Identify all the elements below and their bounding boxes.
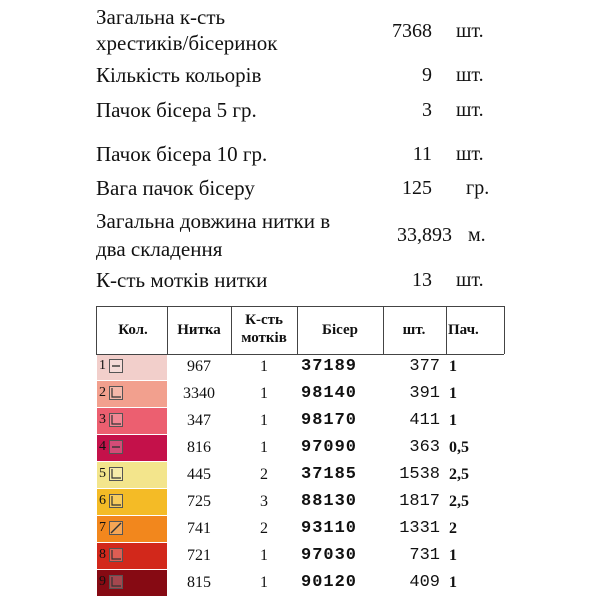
summary-value: 13 bbox=[412, 269, 432, 291]
header-bead: Бісер bbox=[322, 322, 358, 338]
bead-cell: 93110 bbox=[301, 519, 358, 538]
header-qty: шт. bbox=[402, 322, 426, 338]
summary-label: Пачок бісера 5 гр. bbox=[96, 98, 257, 122]
pack-cell: 1 bbox=[449, 547, 457, 564]
table-row bbox=[96, 435, 504, 462]
qty-cell: 391 bbox=[409, 384, 440, 403]
table-row bbox=[96, 381, 504, 408]
bead-cell: 37189 bbox=[301, 357, 358, 376]
grid-line bbox=[383, 306, 384, 354]
skeins-cell: 2 bbox=[260, 466, 268, 483]
summary-unit: гр. bbox=[466, 177, 490, 199]
color-swatch bbox=[97, 543, 167, 569]
skeins-cell: 1 bbox=[260, 439, 268, 456]
summary-value: 3 bbox=[422, 99, 432, 121]
bead-cell: 98170 bbox=[301, 411, 358, 430]
header-pack: Пач. bbox=[448, 322, 479, 338]
thread-cell: 347 bbox=[187, 412, 211, 429]
skeins-cell: 1 bbox=[260, 412, 268, 429]
table-row bbox=[96, 516, 504, 543]
summary-label: К-сть мотків нитки bbox=[96, 268, 268, 292]
color-number: 9 bbox=[99, 574, 106, 589]
header-skeins: мотків bbox=[241, 330, 287, 346]
thread-cell: 721 bbox=[187, 547, 211, 564]
color-swatch bbox=[97, 435, 167, 461]
grid-line bbox=[96, 306, 504, 307]
bead-cell: 98140 bbox=[301, 384, 358, 403]
pack-cell: 2 bbox=[449, 520, 457, 537]
color-swatch bbox=[97, 381, 167, 407]
pack-cell: 1 bbox=[449, 358, 457, 375]
summary-unit: шт. bbox=[456, 99, 484, 121]
bead-cell: 37185 bbox=[301, 465, 358, 484]
stitch-symbol-icon bbox=[109, 386, 123, 400]
stitch-symbol-icon bbox=[109, 359, 123, 373]
header-thread: Нитка bbox=[177, 322, 221, 338]
summary-label: Загальна довжина нитки в bbox=[96, 209, 331, 233]
grid-line bbox=[231, 306, 232, 354]
bead-cell: 88130 bbox=[301, 492, 358, 511]
stitch-symbol-icon bbox=[109, 521, 123, 535]
qty-cell: 363 bbox=[409, 438, 440, 457]
color-number: 7 bbox=[99, 520, 106, 535]
summary-label: два складення bbox=[96, 237, 223, 261]
color-number: 4 bbox=[99, 439, 106, 454]
summary-label: Загальна к-сть bbox=[96, 5, 226, 29]
stitch-symbol-icon bbox=[109, 494, 123, 508]
thread-cell: 741 bbox=[187, 520, 211, 537]
summary-value: 11 bbox=[412, 143, 432, 165]
thread-cell: 815 bbox=[187, 574, 211, 591]
color-swatch bbox=[97, 489, 167, 515]
color-table bbox=[96, 306, 504, 602]
color-number: 1 bbox=[99, 358, 106, 373]
summary-label: Пачок бісера 10 гр. bbox=[96, 142, 268, 166]
color-swatch bbox=[97, 570, 167, 596]
grid-line bbox=[297, 306, 298, 354]
summary-unit: шт. bbox=[456, 143, 484, 165]
table-row bbox=[96, 408, 504, 435]
grid-line bbox=[96, 354, 504, 355]
thread-cell: 445 bbox=[187, 466, 211, 483]
pack-cell: 0,5 bbox=[449, 439, 469, 456]
header-col: Кол. bbox=[118, 322, 148, 338]
summary-value: 7368 bbox=[392, 20, 432, 42]
table-row bbox=[96, 354, 504, 381]
pack-cell: 2,5 bbox=[449, 493, 469, 510]
summary-value: 125 bbox=[402, 177, 432, 199]
grid-line bbox=[446, 306, 447, 354]
summary-unit: м. bbox=[468, 224, 486, 246]
summary-value: 9 bbox=[422, 64, 432, 86]
qty-cell: 377 bbox=[409, 357, 440, 376]
summary-label: хрестиків/бісеринок bbox=[96, 31, 278, 55]
grid-line bbox=[504, 306, 505, 354]
grid-line bbox=[96, 306, 97, 354]
summary-unit: шт. bbox=[456, 64, 484, 86]
stitch-symbol-icon bbox=[109, 413, 123, 427]
stitch-symbol-icon bbox=[109, 548, 123, 562]
color-number: 8 bbox=[99, 547, 106, 562]
color-swatch bbox=[97, 516, 167, 542]
qty-cell: 409 bbox=[409, 573, 440, 592]
table-row bbox=[96, 462, 504, 489]
summary-label: Кількість кольорів bbox=[96, 63, 262, 87]
qty-cell: 1817 bbox=[399, 492, 440, 511]
skeins-cell: 1 bbox=[260, 574, 268, 591]
qty-cell: 411 bbox=[409, 411, 440, 430]
pack-cell: 1 bbox=[449, 574, 457, 591]
color-number: 2 bbox=[99, 385, 106, 400]
skeins-cell: 1 bbox=[260, 547, 268, 564]
qty-cell: 731 bbox=[409, 546, 440, 565]
header-skeins: К-сть bbox=[245, 312, 283, 328]
table-row bbox=[96, 489, 504, 516]
summary-unit: шт. bbox=[456, 20, 484, 42]
thread-cell: 725 bbox=[187, 493, 211, 510]
skeins-cell: 1 bbox=[260, 358, 268, 375]
summary-unit: шт. bbox=[456, 269, 484, 291]
qty-cell: 1331 bbox=[399, 519, 440, 538]
color-number: 3 bbox=[99, 412, 106, 427]
bead-cell: 97030 bbox=[301, 546, 358, 565]
pack-cell: 1 bbox=[449, 385, 457, 402]
color-number: 5 bbox=[99, 466, 106, 481]
qty-cell: 1538 bbox=[399, 465, 440, 484]
stitch-symbol-icon bbox=[109, 467, 123, 481]
thread-cell: 967 bbox=[187, 358, 211, 375]
thread-cell: 3340 bbox=[183, 385, 215, 402]
skeins-cell: 1 bbox=[260, 385, 268, 402]
summary-value: 33,893 bbox=[397, 224, 452, 246]
pack-cell: 2,5 bbox=[449, 466, 469, 483]
color-swatch bbox=[97, 408, 167, 434]
color-swatch bbox=[97, 354, 167, 380]
summary-label: Вага пачок бісеру bbox=[96, 176, 255, 200]
color-swatch bbox=[97, 462, 167, 488]
bead-cell: 90120 bbox=[301, 573, 358, 592]
bead-cell: 97090 bbox=[301, 438, 358, 457]
table-row bbox=[96, 570, 504, 597]
pack-cell: 1 bbox=[449, 412, 457, 429]
skeins-cell: 3 bbox=[260, 493, 268, 510]
color-number: 6 bbox=[99, 493, 106, 508]
thread-cell: 816 bbox=[187, 439, 211, 456]
stitch-symbol-icon bbox=[109, 575, 123, 589]
grid-line bbox=[167, 306, 168, 354]
stitch-symbol-icon bbox=[109, 440, 123, 454]
table-row bbox=[96, 543, 504, 570]
skeins-cell: 2 bbox=[260, 520, 268, 537]
